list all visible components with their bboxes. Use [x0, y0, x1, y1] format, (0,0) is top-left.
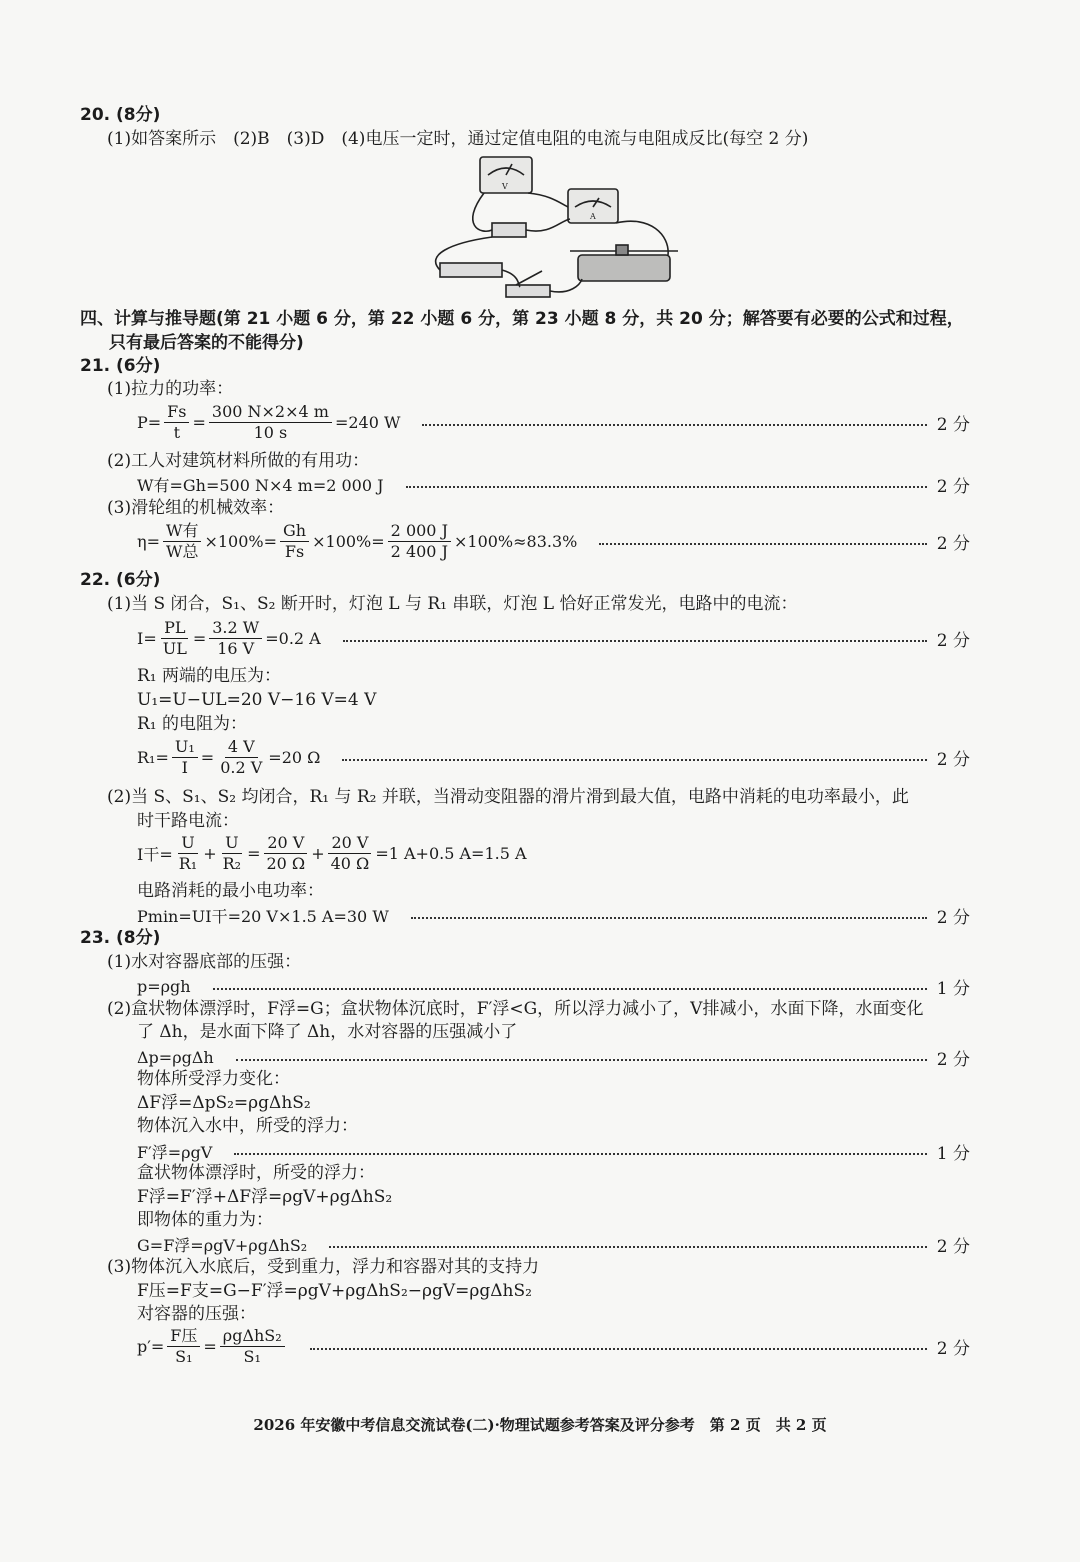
section4-title-line1: 四、计算与推导题(第 21 小题 6 分，第 22 小题 6 分，第 23 小题 8 分，共 20 分；解答要有必要的公式和过程，: [80, 309, 964, 329]
q23-eq1: p=ρgh 1 分: [137, 974, 970, 999]
q23-eq8-score: 2 分: [936, 1339, 970, 1359]
q23-eq7: F压=F支=G−F′浮=ρgV+ρgΔhS₂−ρgV=ρgΔhS₂: [137, 1281, 532, 1301]
q21-eq2-score: 2 分: [936, 477, 970, 497]
q22-eq3: R₁= $\frac{\text{U₁}}{I}$ = $\frac{4 V}{0.2 V}$ =20 Ω 2 分: [137, 737, 970, 777]
q23-text1: 物体所受浮力变化：: [137, 1069, 290, 1089]
q22-eq5: Pmin=UI干=20 V×1.5 A=30 W 2 分: [137, 903, 970, 928]
q22-part2b: 时干路电流：: [137, 811, 239, 831]
q22-part1: (1)当 S 闭合，S₁、S₂ 断开时，灯泡 L 与 R₁ 串联，灯泡 L 恰好正常发光，电路中的电流：: [107, 594, 798, 614]
q23-eq2-score: 2 分: [936, 1050, 970, 1070]
q23-text5: 对容器的压强：: [137, 1304, 256, 1324]
q23-text3: 盒状物体漂浮时，所受的浮力：: [137, 1163, 375, 1183]
q23-part2a: (2)盒状物体漂浮时，F浮=G；盒状物体沉底时，F′浮<G，所以浮力减小了，V排减小，水面下降，水面变化: [107, 999, 924, 1019]
q20-answer: (1)如答案所示 (2)B (3)D (4)电压一定时，通过定值电阻的电流与电阻成反比(每空 2 分): [107, 129, 809, 149]
q22-text3: 电路消耗的最小电功率：: [137, 881, 324, 901]
q22-part2a: (2)当 S、S₁、S₂ 均闭合，R₁ 与 R₂ 并联，当滑动变阻器的滑片滑到最大值，电路中消耗的电功率最小，此: [107, 787, 909, 807]
q23-eq6: G=F浮=ρgV+ρgΔhS₂ 2 分: [137, 1232, 970, 1257]
q23-eq6-score: 2 分: [936, 1237, 970, 1257]
q21-part1: (1)拉力的功率：: [107, 379, 234, 399]
q20-header: 20. (8分): [80, 105, 161, 125]
switch-icon: [506, 285, 550, 297]
battery-icon: [440, 263, 502, 277]
q23-header: 23. (8分): [80, 928, 161, 948]
q22-eq3-score: 2 分: [936, 750, 970, 770]
q22-eq1: I= $\frac{PL}{UL}$ = $\frac{3.2 W}{16 V}$ =0.2 A 2 分: [137, 618, 970, 658]
q21-part2: (2)工人对建筑材料所做的有用功：: [107, 451, 370, 471]
q23-eq4: F′浮=ρgV 1 分: [137, 1139, 970, 1164]
section4-title-line2: 只有最后答案的不能得分): [109, 333, 304, 353]
q23-part3: (3)物体沉入水底后，受到重力，浮力和容器对其的支持力: [107, 1257, 540, 1277]
q23-text4: 即物体的重力为：: [137, 1210, 273, 1230]
q23-part1: (1)水对容器底部的压强：: [107, 952, 302, 972]
svg-text:V: V: [502, 182, 508, 191]
q22-header: 22. (6分): [80, 570, 161, 590]
q21-eq3-score: 2 分: [936, 534, 970, 554]
q21-eq1: P= $\frac{Fs}{t}$ = $\frac{300 N\times 2\times 4 m}{10 s}$ =240 W 2 分: [137, 402, 970, 442]
q23-eq5: F浮=F′浮+ΔF浮=ρgV+ρgΔhS₂: [137, 1187, 393, 1207]
q23-eq1-score: 1 分: [936, 979, 970, 999]
q23-part2b: 了 Δh，是水面下降了 Δh，水对容器的压强减小了: [137, 1022, 518, 1042]
resistor-icon: [492, 223, 526, 237]
q22-eq4: I干= $\frac{U}{\text{R₁}}$ + $\frac{U}{\text{R₂}}$ = $\frac{20 V}{20 \Omega}$ + $\frac{20 V}{40 \Omega}$ =1 A+0.5 A=1.5 A: [137, 833, 527, 873]
q23-eq4-score: 1 分: [936, 1144, 970, 1164]
q21-eq2: W有=Gh=500 N×4 m=2 000 J 2 分: [137, 472, 970, 497]
q22-eq5-score: 2 分: [936, 908, 970, 928]
q22-eq1-score: 2 分: [936, 631, 970, 651]
q23-text2: 物体沉入水中，所受的浮力：: [137, 1116, 358, 1136]
circuit-diagram: [420, 155, 690, 305]
q21-part3: (3)滑轮组的机械效率：: [107, 498, 285, 518]
q22-text2: R₁ 的电阻为：: [137, 714, 248, 734]
q22-text1: R₁ 两端的电压为：: [137, 666, 282, 686]
q22-eq2: U₁=U−UL=20 V−16 V=4 V: [137, 690, 377, 710]
q21-eq1-score: 2 分: [936, 415, 970, 435]
q23-eq8: p′= $\frac{\text{F压}}{\text{S₁}}$ = $\frac{\text{ρgΔhS₂}}{\text{S₁}}$ 2 分: [137, 1326, 970, 1366]
svg-text:A: A: [590, 212, 596, 221]
q23-eq2: Δp=ρgΔh 2 分: [137, 1045, 970, 1070]
q21-eq3: η= $\frac{\text{W有}}{\text{W总}}$ ×100%= $\frac{Gh}{Fs}$ ×100%= $\frac{2 000 J}{2 400 J}$ ×100%≈83.3% 2 分: [137, 521, 970, 561]
rheostat-icon: [578, 255, 670, 281]
q23-eq3: ΔF浮=ΔpS₂=ρgΔhS₂: [137, 1093, 311, 1113]
page-footer: 2026 年安徽中考信息交流试卷(二)·物理试题参考答案及评分参考 第 2 页 共 2 页: [253, 1416, 827, 1434]
q21-header: 21. (6分): [80, 356, 161, 376]
